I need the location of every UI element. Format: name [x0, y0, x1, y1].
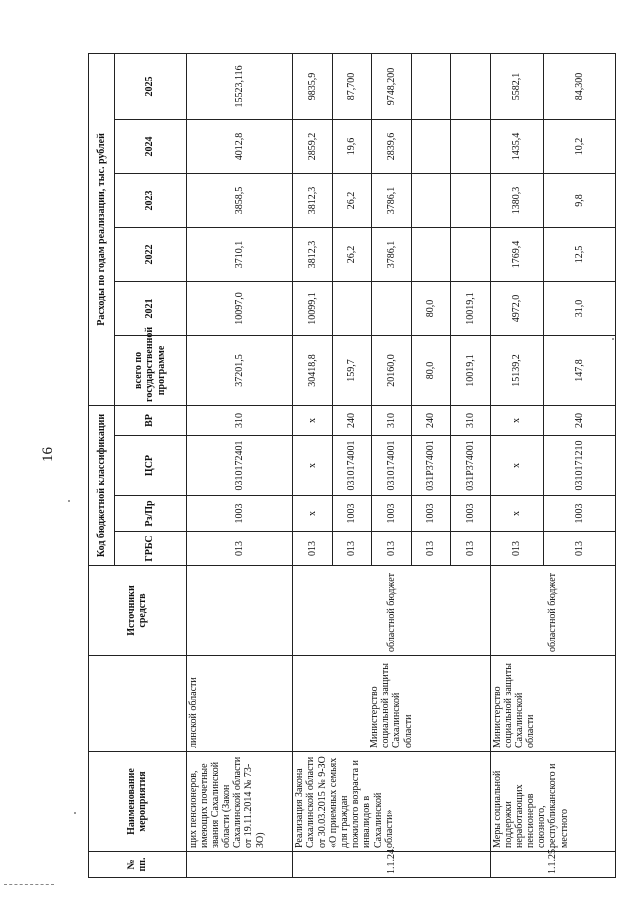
cell-2024 — [411, 119, 450, 173]
cell-total: 159,7 — [332, 335, 371, 405]
header-csr: ЦСР — [114, 436, 186, 496]
cell-csr: 0310172401 — [186, 436, 293, 496]
cell-2022: 3710,1 — [186, 227, 293, 281]
header-2021: 2021 — [114, 281, 186, 335]
cell-no — [186, 852, 293, 878]
cell-source: областной бюджет — [490, 566, 615, 656]
cell-name: Реализация Закона Сахалинской области от 30.03.2015 № 9-ЗО «О приемных семьях для граждан пожилого возраста и инвалидов в Сахалинской области» — [293, 752, 490, 852]
header-expenses: Расходы по годам реализации, тыс. рублей — [89, 53, 115, 405]
cell-csr: х — [293, 436, 332, 496]
cell-2023: 9,8 — [543, 173, 615, 227]
cell-name: Меры социальной поддержки неработающих пенсионеров союзного, республиканского и местного — [490, 752, 615, 852]
cell-2025 — [411, 53, 450, 119]
cell-2022 — [411, 227, 450, 281]
cell-2024: 4012,8 — [186, 119, 293, 173]
cell-vr: 240 — [411, 405, 450, 435]
cell-2022: 1769,4 — [490, 227, 543, 281]
scan-speck — [68, 500, 70, 502]
cell-executor: Министерство социальной защиты Сахалинской области — [490, 656, 615, 752]
cell-rzpr: х — [490, 496, 543, 532]
cell-2025: 84,300 — [543, 53, 615, 119]
cell-executor: Министерство социальной защиты Сахалинской области — [293, 656, 490, 752]
cell-total: 20160,0 — [372, 335, 411, 405]
cell-2023 — [411, 173, 450, 227]
cell-2022: 26,2 — [332, 227, 371, 281]
cell-vr: 310 — [451, 405, 490, 435]
cell-grbs: 013 — [332, 532, 371, 566]
header-2023: 2023 — [114, 173, 186, 227]
header-2025: 2025 — [114, 53, 186, 119]
cell-2024: 1435,4 — [490, 119, 543, 173]
rotated-table-wrapper — [88, 54, 616, 878]
cell-csr: 031P374001 — [451, 436, 490, 496]
cell-2023: 3786,1 — [372, 173, 411, 227]
header-rzpr: Рз/Пр — [114, 496, 186, 532]
cell-2025 — [451, 53, 490, 119]
table-row — [490, 53, 543, 877]
cell-2021: 10097,0 — [186, 281, 293, 335]
cell-grbs: 013 — [411, 532, 450, 566]
header-grbs: ГРБС — [114, 532, 186, 566]
cell-2022: 12,5 — [543, 227, 615, 281]
header-executor — [89, 656, 187, 752]
cell-rzpr: 1003 — [411, 496, 450, 532]
header-name: Наименование мероприятия — [89, 752, 187, 852]
cell-grbs: 013 — [451, 532, 490, 566]
cell-2024: 19,6 — [332, 119, 371, 173]
cell-2023: 26,2 — [332, 173, 371, 227]
cell-total: 10019,1 — [451, 335, 490, 405]
header-budget-code: Код бюджетной классификации — [89, 405, 115, 565]
cell-total: 147,8 — [543, 335, 615, 405]
cell-rzpr: х — [293, 496, 332, 532]
cell-2024: 2839,6 — [372, 119, 411, 173]
header-no: № пп. — [89, 852, 187, 878]
cell-rzpr: 1003 — [332, 496, 371, 532]
cell-vr: х — [293, 405, 332, 435]
cell-executor: линской области — [186, 656, 293, 752]
header-total: всего по государственной программе — [114, 335, 186, 405]
cell-2023: 3812,3 — [293, 173, 332, 227]
cell-no: 1.1.25. — [490, 852, 615, 878]
cell-grbs: 013 — [186, 532, 293, 566]
cell-2022 — [451, 227, 490, 281]
cell-grbs: 013 — [372, 532, 411, 566]
cell-2023 — [451, 173, 490, 227]
page-number: 16 — [40, 447, 56, 462]
cell-2022: 3812,3 — [293, 227, 332, 281]
budget-table — [88, 53, 616, 878]
cell-vr: 240 — [332, 405, 371, 435]
header-source: Источники средств — [89, 566, 187, 656]
cell-name: щих пенсионеров, имеющих почетные звания Сахалинской области (Закон Сахалинской области от 19.11.2014 № 73-ЗО) — [186, 752, 293, 852]
cell-2024: 10,2 — [543, 119, 615, 173]
cell-2021: 31,0 — [543, 281, 615, 335]
cell-total: 37201,5 — [186, 335, 293, 405]
cell-rzpr: 1003 — [372, 496, 411, 532]
header-2022: 2022 — [114, 227, 186, 281]
cell-vr: 240 — [543, 405, 615, 435]
cell-source — [186, 566, 293, 656]
cell-csr: 0310171210 — [543, 436, 615, 496]
cell-2024: 2859,2 — [293, 119, 332, 173]
cell-2025: 87,700 — [332, 53, 371, 119]
cell-no: 1.1.24. — [293, 852, 490, 878]
cell-2024 — [451, 119, 490, 173]
cell-total: 30418,8 — [293, 335, 332, 405]
cell-rzpr: 1003 — [543, 496, 615, 532]
cell-2025: 9835,9 — [293, 53, 332, 119]
cell-2021 — [332, 281, 371, 335]
cell-source: областной бюджет — [293, 566, 490, 656]
scan-mark — [4, 884, 54, 885]
cell-vr: х — [490, 405, 543, 435]
cell-total: 15139,2 — [490, 335, 543, 405]
cell-2025: 9748,200 — [372, 53, 411, 119]
cell-grbs: 013 — [490, 532, 543, 566]
cell-grbs: 013 — [543, 532, 615, 566]
table-row — [186, 53, 293, 877]
cell-grbs: 013 — [293, 532, 332, 566]
cell-2021 — [372, 281, 411, 335]
table-row — [293, 53, 332, 877]
cell-2023: 1380,3 — [490, 173, 543, 227]
cell-vr: 310 — [186, 405, 293, 435]
cell-vr: 310 — [372, 405, 411, 435]
cell-rzpr: 1003 — [451, 496, 490, 532]
cell-csr: 031P374001 — [411, 436, 450, 496]
header-2024: 2024 — [114, 119, 186, 173]
cell-2021: 10099,1 — [293, 281, 332, 335]
cell-2021: 10019,1 — [451, 281, 490, 335]
cell-2021: 4972,0 — [490, 281, 543, 335]
cell-2025: 15523,116 — [186, 53, 293, 119]
cell-csr: 0310174001 — [372, 436, 411, 496]
cell-csr: х — [490, 436, 543, 496]
cell-rzpr: 1003 — [186, 496, 293, 532]
cell-2025: 5582,1 — [490, 53, 543, 119]
header-vr: ВР — [114, 405, 186, 435]
cell-2023: 3858,5 — [186, 173, 293, 227]
cell-total: 80,0 — [411, 335, 450, 405]
cell-2022: 3786,1 — [372, 227, 411, 281]
cell-csr: 0310174001 — [332, 436, 371, 496]
cell-2021: 80,0 — [411, 281, 450, 335]
scan-speck — [74, 812, 76, 814]
